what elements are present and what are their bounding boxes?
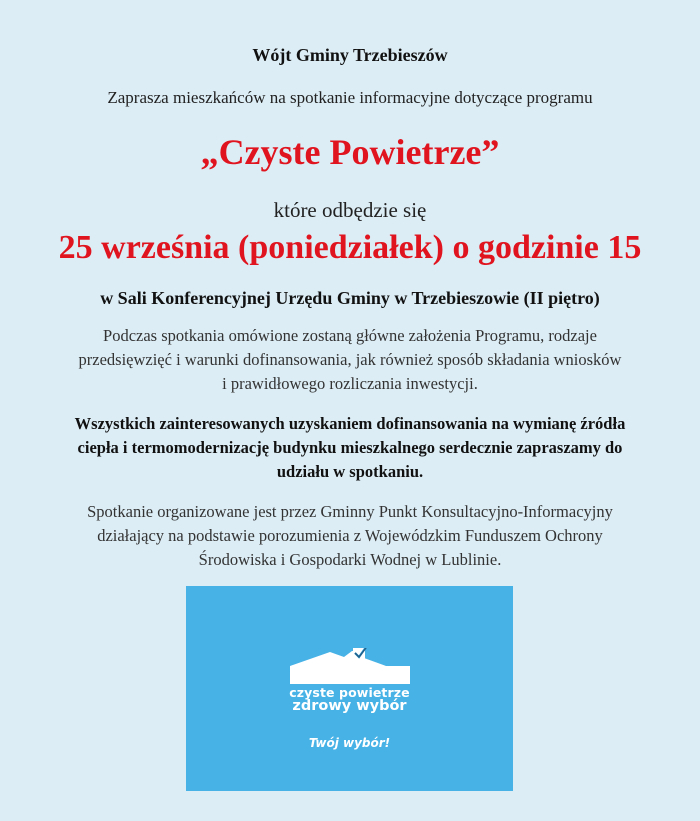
organizer-line: Spotkanie organizowane jest przez Gminny Punkt Konsultacyjno-Informacyjny [87,502,613,521]
which-text: które odbędzie się [273,198,427,222]
topics-line: i prawidłowego rozliczania inwestycji. [222,374,478,393]
topics-line: przedsięwzięć i warunki dofinansowania, jak również sposób składania wniosków [78,350,622,369]
organizer-paragraph [28,500,672,572]
organizer-line: działający na podstawie porozumienia z Wojewódzkim Funduszem Ochrony [97,526,603,545]
meeting-place: w Sali Konferencyjnej Urzędu Gminy w Trzebieszowie (II piętro) [100,288,600,308]
logo-line-1: czyste powietrze [289,685,410,700]
logo-line-2: zdrowy wybór [292,698,407,714]
topics-line: Podczas spotkania omówione zostaną główne założenia Programu, rodzaje [103,326,597,345]
logo-tagline: Twój wybór! [308,736,391,750]
organizer-line: Środowiska i Gospodarki Wodnej w Lublinie. [198,550,502,569]
house-checkmark-icon [290,648,410,684]
author-heading: Wójt Gminy Trzebieszów [252,45,448,65]
program-logo [186,586,513,791]
appeal-line: ciepła i termomodernizację budynku mieszkalnego serdecznie zapraszamy do [77,438,623,457]
invite-text: Zaprasza mieszkańców na spotkanie informacyjne dotyczące programu [107,88,593,107]
topics-paragraph [28,324,672,396]
appeal-line: Wszystkich zainteresowanych uzyskaniem dofinansowania na wymianę źródła [74,414,626,433]
appeal-line: udziału w spotkaniu. [276,462,424,481]
appeal-paragraph [28,412,672,484]
meeting-date: 25 września (poniedziałek) o godzinie 15 [58,229,642,266]
program-title: „Czyste Powietrze” [200,132,500,172]
